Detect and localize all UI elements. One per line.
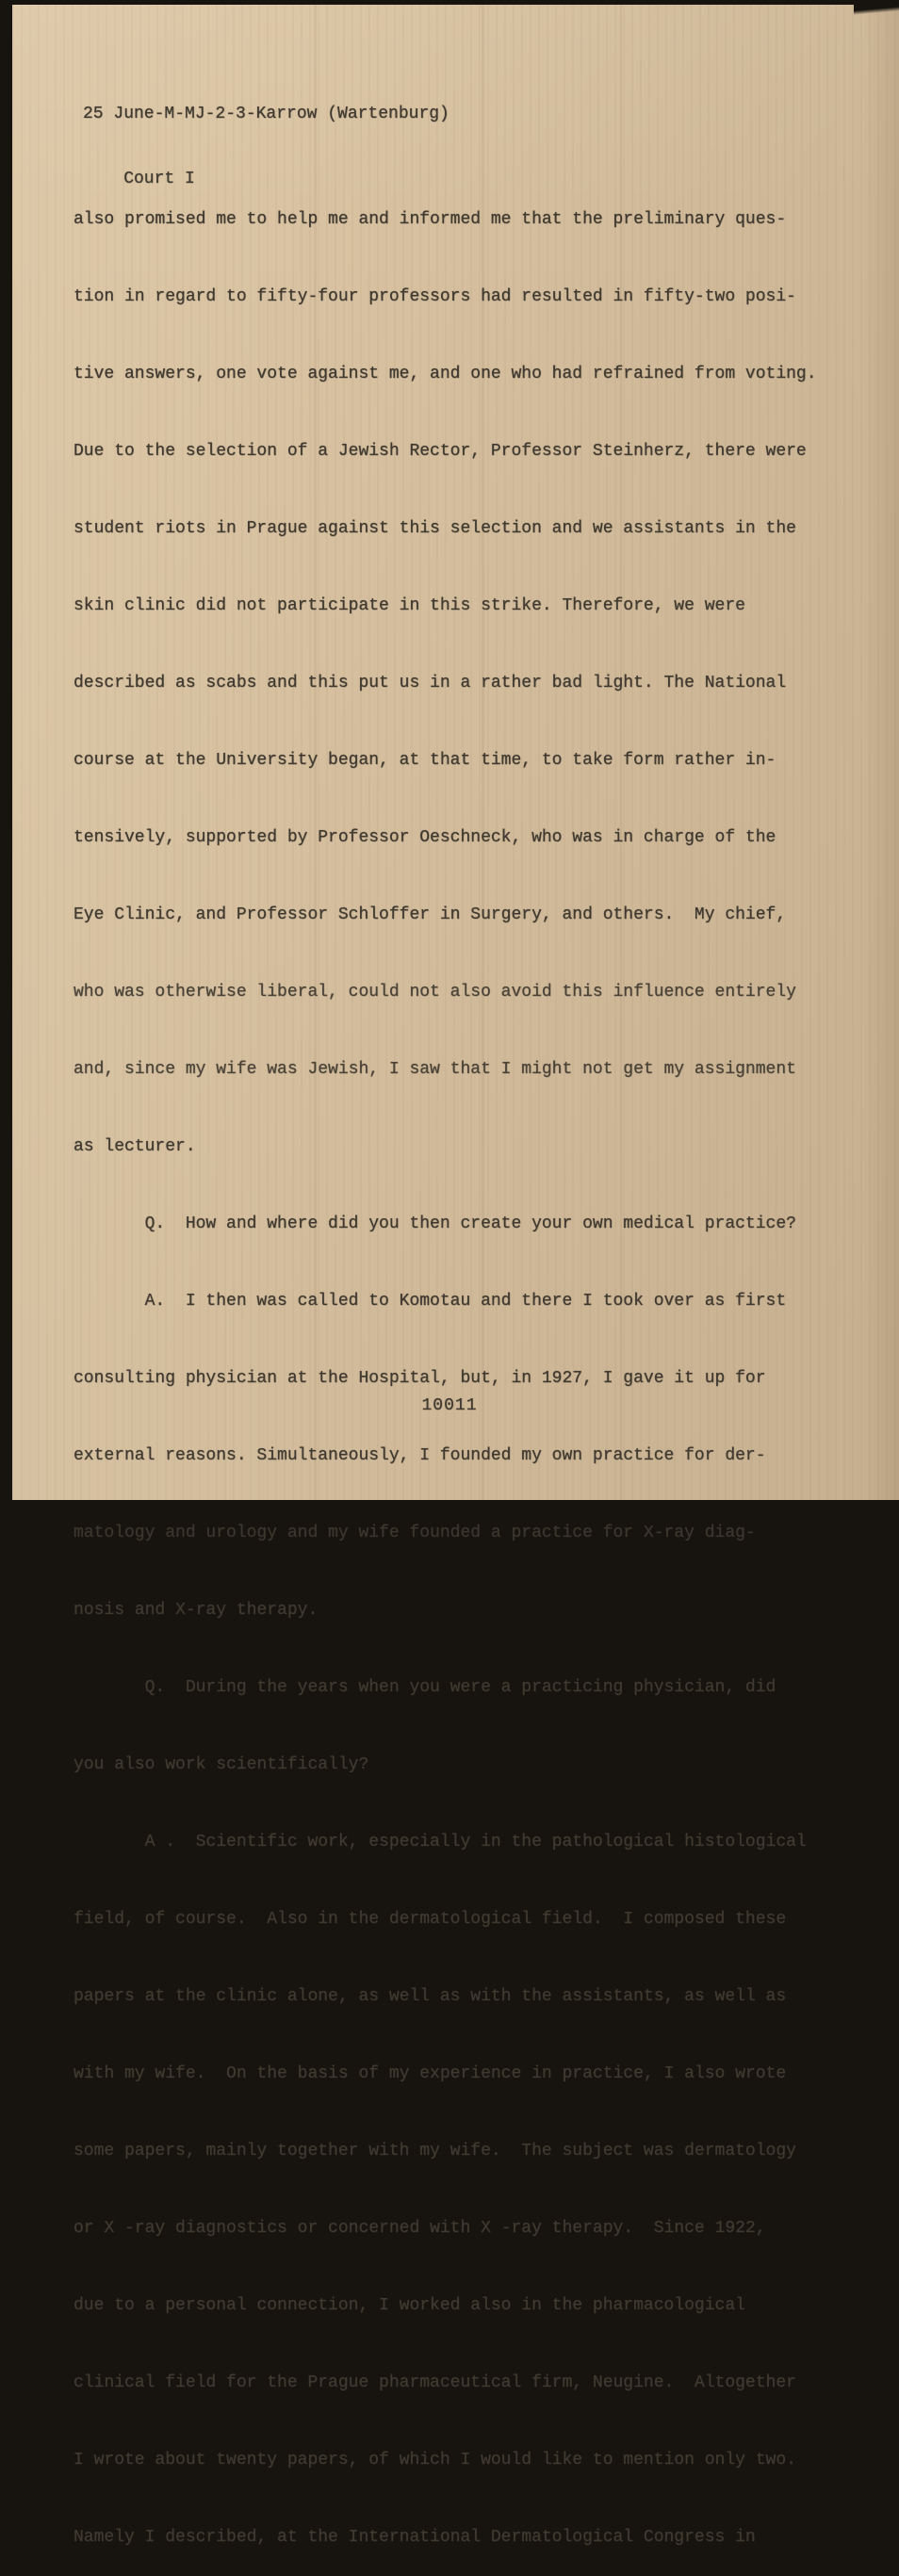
typed-line: tive answers, one vote against me, and one who had refrained from voting. bbox=[74, 365, 817, 383]
transcript-body bbox=[74, 162, 817, 2576]
typed-line: skin clinic did not participate in this strike. Therefore, we were bbox=[74, 596, 745, 615]
typed-line: I wrote about twenty papers, of which I would like to mention only two. bbox=[74, 2451, 796, 2470]
typed-line: who was otherwise liberal, could not also avoid this influence entirely bbox=[74, 983, 796, 1002]
typed-line: and, since my wife was Jewish, I saw that I might not get my assignment bbox=[74, 1060, 796, 1079]
scan-corner-shadow bbox=[854, 5, 899, 18]
typed-line: tion in regard to fifty-four professors had resulted in fifty-two posi- bbox=[74, 287, 796, 306]
typed-line: field, of course. Also in the dermatological field. I composed these bbox=[74, 1910, 787, 1929]
header-case-reference: 25 June-M-MJ-2-3-Karrow (Wartenburg) bbox=[83, 105, 450, 123]
typed-line: nosis and X-ray therapy. bbox=[74, 1601, 319, 1620]
typed-line: also promised me to help me and informed me that the preliminary ques- bbox=[74, 210, 787, 229]
header-court-label: Court I bbox=[83, 170, 195, 188]
typed-line: student riots in Prague against this selection and we assistants in the bbox=[74, 519, 796, 538]
typed-line: papers at the clinic alone, as well as with the assistants, as well as bbox=[74, 1987, 787, 2006]
typed-line: external reasons. Simultaneously, I founded my own practice for der- bbox=[74, 1446, 766, 1465]
typed-line: Q. During the years when you were a practicing physician, did bbox=[74, 1678, 776, 1697]
typed-line: Eye Clinic, and Professor Schloffer in Surgery, and others. My chief, bbox=[74, 905, 787, 924]
typed-line: Q. How and where did you then create your own medical practice? bbox=[74, 1215, 796, 1233]
typed-line: consulting physician at the Hospital, but, in 1927, I gave it up for bbox=[74, 1369, 766, 1388]
typed-line: tensively, supported by Professor Oeschneck, who was in charge of the bbox=[74, 828, 776, 847]
typed-line: with my wife. On the basis of my experience in practice, I also wrote bbox=[74, 2064, 787, 2083]
typed-line: due to a personal connection, I worked also in the pharmacological bbox=[74, 2296, 745, 2315]
typed-line: some papers, mainly together with my wife. The subject was dermatology bbox=[74, 2142, 796, 2160]
typed-line: you also work scientifically? bbox=[74, 1755, 369, 1774]
typed-line: described as scabs and this put us in a rather bad light. The National bbox=[74, 674, 787, 693]
page-number: 10011 bbox=[421, 1396, 478, 1415]
typed-line: Due to the selection of a Jewish Rector, Professor Steinherz, there were bbox=[74, 442, 807, 461]
typed-line: as lecturer. bbox=[74, 1137, 196, 1156]
typed-line: clinical field for the Prague pharmaceutical firm, Neugine. Altogether bbox=[74, 2373, 796, 2392]
typed-line: course at the University began, at that time, to take form rather in- bbox=[74, 751, 776, 770]
typed-line: A. I then was called to Komotau and there I took over as first bbox=[74, 1292, 787, 1311]
typed-line: matology and urology and my wife founded a practice for X-ray diag- bbox=[74, 1524, 756, 1542]
typed-line: Namely I described, at the International Dermatological Congress in bbox=[74, 2528, 756, 2547]
typed-line: A . Scientific work, especially in the pathological histological bbox=[74, 1833, 807, 1851]
typed-line: or X -ray diagnostics or concerned with X -ray therapy. Since 1922, bbox=[74, 2219, 766, 2238]
